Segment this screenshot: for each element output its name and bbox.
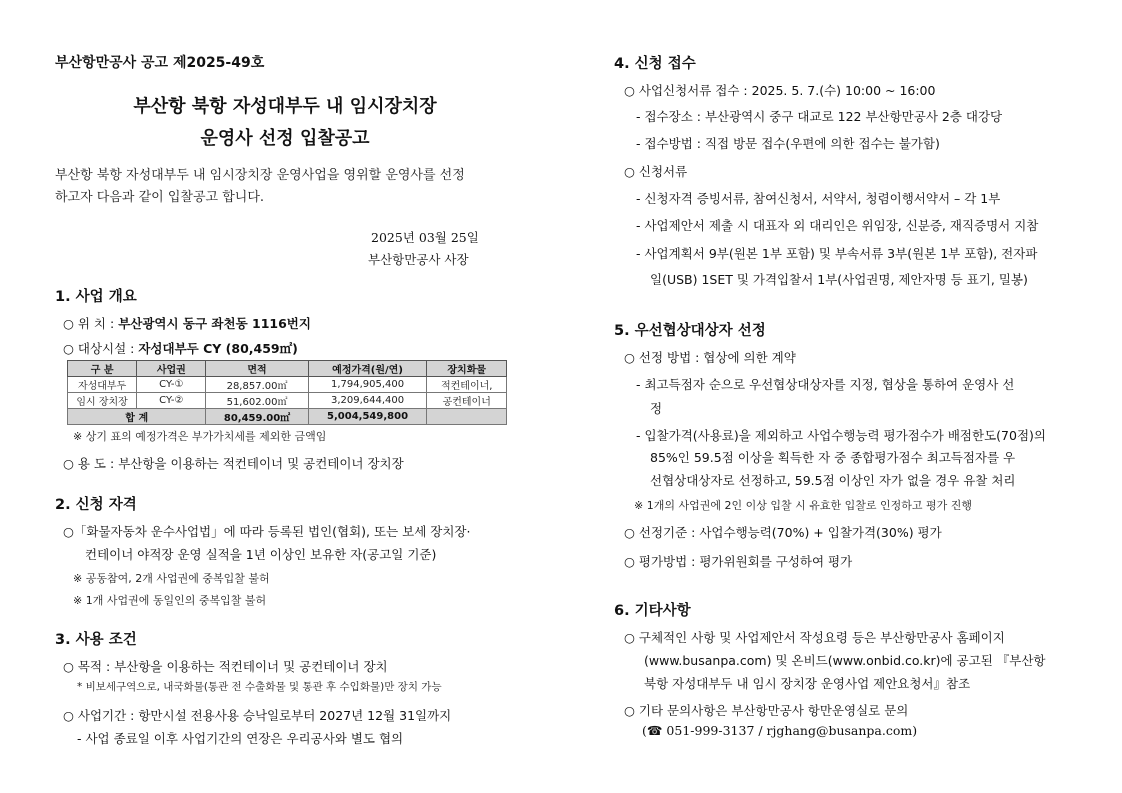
table-cell: 3,209,644,400 — [308, 393, 427, 409]
total-price: 5,004,549,800 — [308, 409, 427, 425]
header-cell: 구 분 — [68, 361, 137, 377]
facility-value: 자성대부두 CY (80,459㎡) — [138, 341, 298, 356]
intro-line2: 하고자 다음과 같이 입찰공고 합니다. — [55, 190, 265, 205]
intro-line1: 부산항 북항 자성대부두 내 임시장치장 운영사업을 영위할 운영사를 선정 — [55, 168, 465, 183]
evaluation-method: ○ 평가방법 : 평가위원회를 구성하여 평가 — [624, 554, 853, 569]
table-row — [68, 377, 507, 393]
method-line: - 입찰가격(사용료)을 제외하고 사업수행능력 평가점수가 배점한도(70점)의 — [636, 428, 1046, 443]
header-cell: 사업권 — [137, 361, 206, 377]
notice-number: 부산항만공사 공고 제2025-49호 — [55, 55, 265, 71]
qualification-note2: ※ 1개 사업권에 동일인의 중복입찰 불허 — [73, 594, 267, 607]
facility-row — [63, 339, 298, 357]
total-empty — [427, 409, 507, 425]
contact-info: (☎ 051-999-3137 / rjghang@busanpa.com) — [642, 723, 918, 738]
use-row — [63, 454, 404, 472]
table-cell: 적컨테이너, — [427, 377, 507, 393]
price-table-header — [68, 361, 507, 377]
other-line: 북항 자성대부두 내 임시 장치장 운영사업 제안요청서』참조 — [644, 676, 971, 691]
use-label: ○ 용 도 : — [63, 456, 115, 471]
notice-issuer: 부산항만공사 사장 — [368, 252, 469, 267]
section4-heading: 4. 신청 접수 — [614, 56, 696, 72]
qualification-line1: ○「화물자동차 운수사업법」에 따라 등록된 법인(협회), 또는 보세 장치장· — [63, 524, 471, 539]
section2-heading: 2. 신청 자격 — [55, 497, 137, 513]
table-cell: 임시 장치장 — [68, 393, 137, 409]
document-item-cont: 일(USB) 1SET 및 가격입찰서 1부(사업권명, 제안자명 등 표기, 밀봉) — [650, 272, 1028, 287]
table-cell: CY-① — [137, 377, 206, 393]
total-area: 80,459.00㎡ — [206, 409, 308, 425]
qualification-note1: ※ 공동참여, 2개 사업권에 중복입찰 불허 — [73, 572, 270, 585]
method-line: 85%인 59.5점 이상을 획득한 자 중 종합평가점수 최고득점자를 우 — [650, 450, 1016, 465]
table-cell: 공컨테이너 — [427, 393, 507, 409]
method-line: 정 — [650, 401, 663, 416]
location-value: 부산광역시 동구 좌천동 1116번지 — [118, 316, 311, 331]
receipt-line: ○ 사업신청서류 접수 : 2025. 5. 7.(수) 10:00 ~ 16:00 — [624, 83, 936, 98]
selection-method: ○ 선정 방법 : 협상에 의한 계약 — [624, 350, 796, 365]
section5-heading: 5. 우선협상대상자 선정 — [614, 323, 766, 339]
receipt-method: - 접수방법 : 직접 방문 접수(우편에 의한 접수는 불가함) — [636, 136, 940, 151]
document-item: - 신청자격 증빙서류, 참여신청서, 서약서, 청렴이행서약서 – 각 1부 — [636, 191, 1001, 206]
facility-label: ○ 대상시설 : — [63, 341, 135, 356]
purpose-note: * 비보세구역으로, 내국화물(통관 전 수출화물 및 통관 후 수입화물)만 장치 가능 — [77, 681, 442, 693]
total-label: 합 계 — [68, 409, 206, 425]
use-value: 부산항을 이용하는 적컨테이너 및 공컨테이너 장치장 — [118, 456, 404, 471]
document-item: - 사업계획서 9부(원본 1부 포함) 및 부속서류 3부(원본 1부 포함), 전자파 — [636, 246, 1038, 261]
purpose-line: ○ 목적 : 부산항을 이용하는 적컨테이너 및 공컨테이너 장치 — [63, 659, 388, 674]
table-cell: 자성대부두 — [68, 377, 137, 393]
method-line: 선협상대상자로 선정하고, 59.5점 이상인 자가 없을 경우 유찰 처리 — [650, 473, 1016, 488]
table-total-row — [68, 409, 507, 425]
page-title-line1: 부산항 북항 자성대부두 내 임시장치장 — [133, 96, 437, 117]
inquiry-line: ○ 기타 문의사항은 부산항만공사 항만운영실로 문의 — [624, 703, 909, 718]
price-table — [67, 360, 507, 425]
price-note: ※ 상기 표의 예정가격은 부가가치세를 제외한 금액임 — [73, 430, 327, 443]
table-cell: 1,794,905,400 — [308, 377, 427, 393]
location-label: ○ 위 치 : — [63, 316, 115, 331]
notice-date: 2025년 03월 25일 — [371, 230, 479, 245]
receipt-place: - 접수장소 : 부산광역시 중구 대교로 122 부산항만공사 2층 대강당 — [636, 109, 1003, 124]
table-cell: CY-② — [137, 393, 206, 409]
location-row — [63, 314, 311, 332]
other-line: (www.busanpa.com) 및 온비드(www.onbid.co.kr)에 공고된 『부산항 — [644, 653, 1046, 668]
section3-heading: 3. 사용 조건 — [55, 632, 137, 648]
selection-criteria: ○ 선정기준 : 사업수행능력(70%) + 입찰가격(30%) 평가 — [624, 525, 942, 540]
period-line: ○ 사업기간 : 항만시설 전용사용 승낙일로부터 2027년 12월 31일까지 — [63, 708, 452, 723]
table-row — [68, 393, 507, 409]
qualification-line2: 컨테이너 야적장 운영 실적을 1년 이상인 보유한 자(공고일 기준) — [85, 547, 437, 562]
header-cell: 예정가격(원/연) — [308, 361, 427, 377]
selection-note: ※ 1개의 사업권에 2인 이상 입찰 시 유효한 입찰로 인정하고 평가 진행 — [634, 499, 972, 512]
documents-label: ○ 신청서류 — [624, 164, 688, 179]
table-cell: 51,602.00㎡ — [206, 393, 308, 409]
header-cell: 면적 — [206, 361, 308, 377]
section6-heading: 6. 기타사항 — [614, 603, 691, 619]
section1-heading: 1. 사업 개요 — [55, 289, 137, 305]
table-cell: 28,857.00㎡ — [206, 377, 308, 393]
document-item: - 사업제안서 제출 시 대표자 외 대리인은 위임장, 신분증, 재직증명서 지참 — [636, 218, 1039, 233]
header-cell: 장치화물 — [427, 361, 507, 377]
method-line: - 최고득점자 순으로 우선협상대상자를 지정, 협상을 통하여 운영사 선 — [636, 377, 1015, 392]
page-title-line2: 운영사 선정 입찰공고 — [200, 128, 370, 149]
period-note: - 사업 종료일 이후 사업기간의 연장은 우리공사와 별도 협의 — [77, 731, 404, 746]
other-line: ○ 구체적인 사항 및 사업제안서 작성요령 등은 부산항만공사 홈페이지 — [624, 630, 1005, 645]
